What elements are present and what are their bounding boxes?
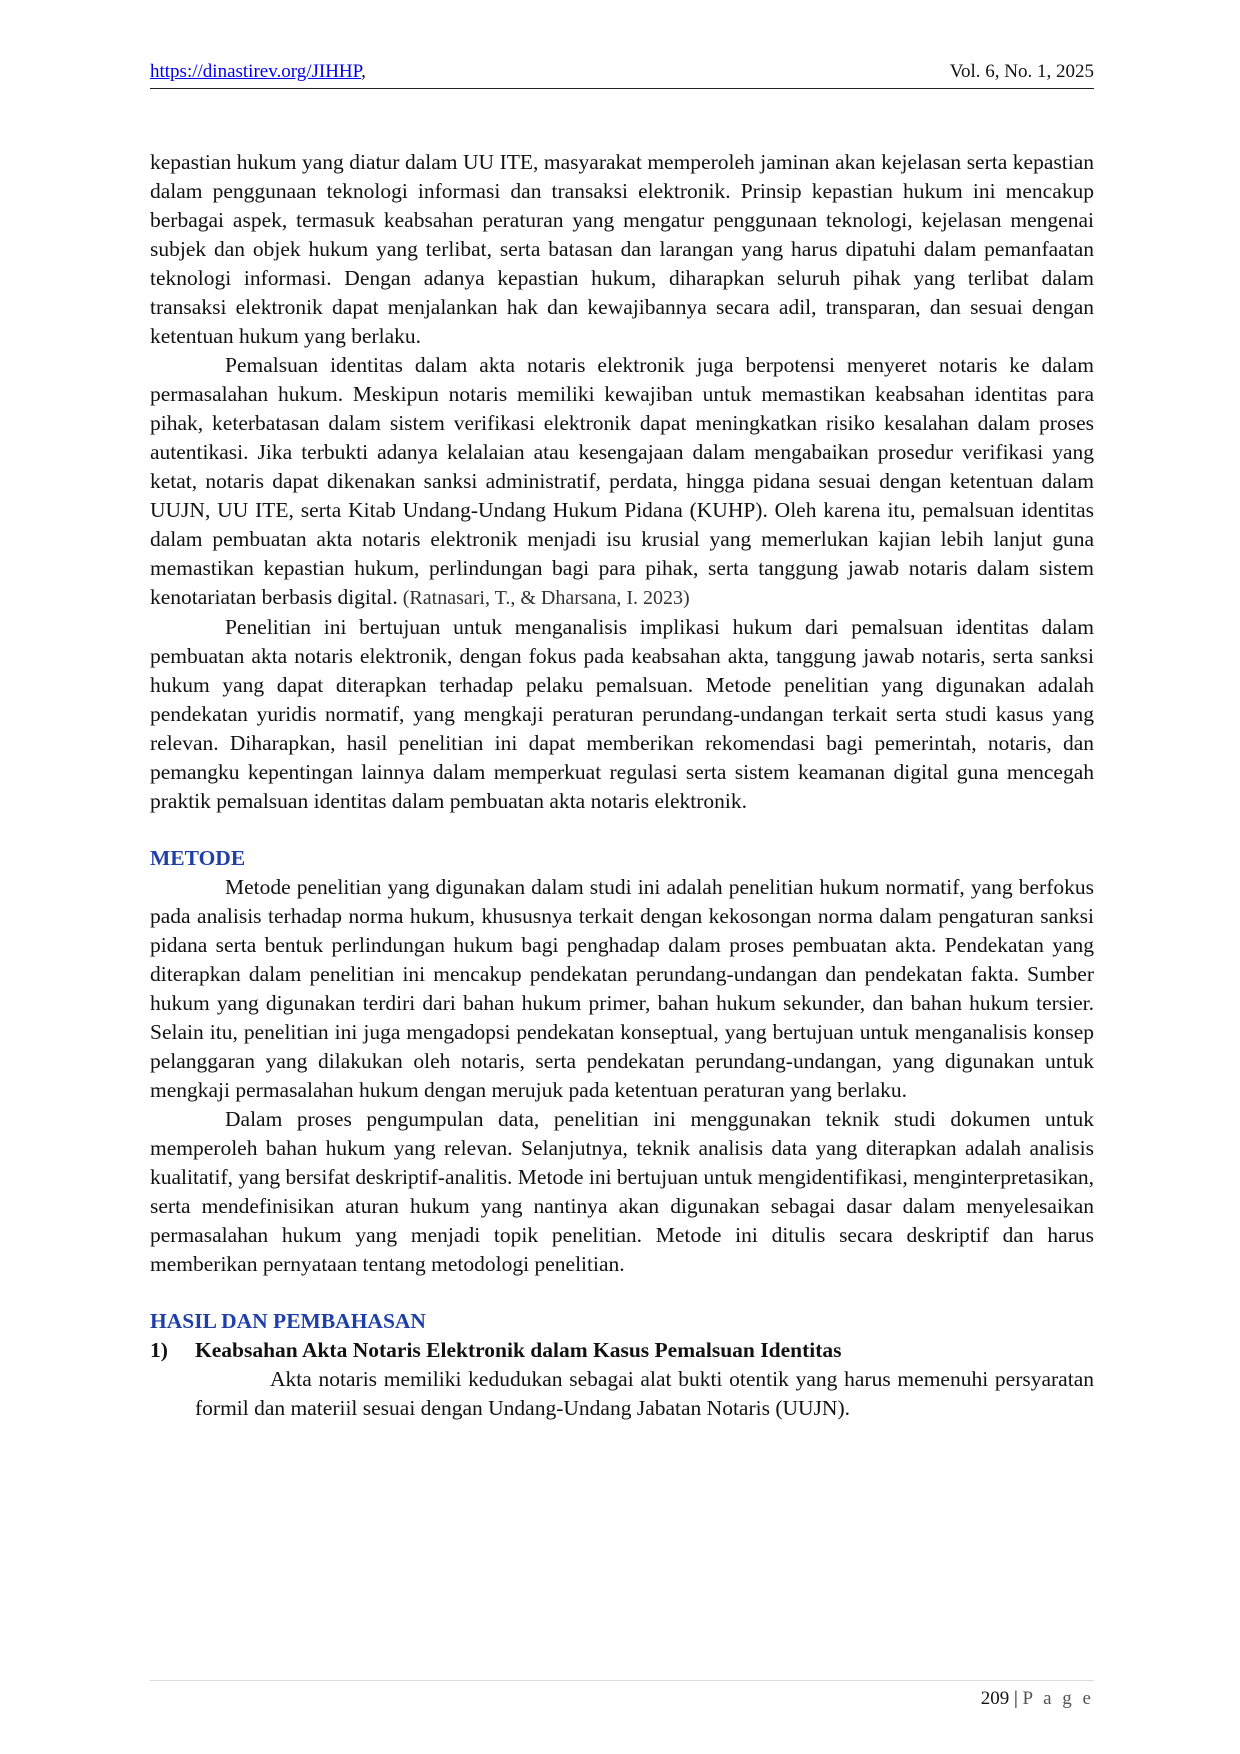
paragraph-metode-1: Metode penelitian yang digunakan dalam studi ini adalah penelitian hukum normatif, yang berfokus pada analisis terhadap norma hukum, khususnya terkait dengan kekosongan norma dalam pengaturan sanksi pidana serta bentuk perlindungan hukum bagi penghadap dalam proses pembuatan akta. Pendekatan yang diterapkan dalam penelitian ini mencakup pendekatan perundang-undangan dan pendekatan fakta. Sumber hukum yang digunakan terdiri dari bahan hukum primer, bahan hukum sekunder, dan bahan hukum tersier. Selain itu, penelitian ini juga mengadopsi pendekatan konseptual, yang bertujuan untuk menganalisis konsep pelanggaran yang dilakukan oleh notaris, serta pendekatan perundang-undangan, yang digunakan untuk mengkaji permasalahan hukum dengan merujuk pada ketentuan peraturan yang berlaku. [150, 875, 1094, 1102]
paragraph-intro-continued: kepastian hukum yang diatur dalam UU ITE, masyarakat memperoleh jaminan akan kejelasan serta kepastian dalam penggunaan teknologi informasi dan transaksi elektronik. Prinsip kepastian hukum ini mencakup berbagai aspek, termasuk keabsahan peraturan yang mengatur penggunaan teknologi, kejelasan mengenai subjek dan objek hukum yang terlibat, serta batasan dan larangan yang harus dipatuhi dalam pemanfaatan teknologi informasi. Dengan adanya kepastian hukum, diharapkan seluruh pihak yang terlibat dalam transaksi elektronik dapat menjalankan hak dan kewajibannya secara adil, transparan, dan sesuai dengan ketentuan hukum yang berlaku. [150, 150, 1094, 348]
page-label: P a g e [1022, 1688, 1094, 1709]
journal-url-line [150, 61, 366, 82]
paragraph-metode-2: Dalam proses pengumpulan data, penelitian ini menggunakan teknik studi dokumen untuk memperoleh bahan hukum yang relevan. Selanjutnya, teknik analisis data yang diterapkan adalah analisis kualitatif, yang bersifat deskriptif-analitis. Metode ini bertujuan untuk mengidentifikasi, menginterpretasikan, serta mendefinisikan aturan hukum yang nantinya akan digunakan sebagai dasar dalam menyelesaikan permasalahan hukum yang menjadi topik penelitian. Metode ini ditulis secara deskriptif dan harus memberikan pernyataan tentang metodologi penelitian. [150, 1107, 1094, 1276]
subsection-heading [150, 1336, 1094, 1365]
section-heading-metode: METODE [150, 846, 246, 870]
paragraph-pemalsuan [150, 351, 1094, 613]
subsection-title: Keabsahan Akta Notaris Elektronik dalam Kasus Pemalsuan Identitas [195, 1338, 842, 1362]
page-header [150, 62, 1094, 89]
footer-separator: | [1009, 1688, 1023, 1709]
footer-divider [150, 1680, 1094, 1681]
subsection-number: 1) [150, 1338, 168, 1362]
journal-url-suffix: , [361, 61, 366, 82]
article-body [150, 148, 1094, 1423]
section-heading-hasil: HASIL DAN PEMBAHASAN [150, 1309, 426, 1333]
page-footer [981, 1688, 1094, 1710]
page-number: 209 [980, 1688, 1010, 1709]
paragraph-penelitian: Penelitian ini bertujuan untuk menganalisis implikasi hukum dari pemalsuan identitas dalam pembuatan akta notaris elektronik, dengan fokus pada keabsahan akta, tanggung jawab notaris, serta sanksi hukum yang dapat diterapkan terhadap pelaku pemalsuan. Metode penelitian yang digunakan adalah pendekatan yuridis normatif, yang mengkaji peraturan perundang-undangan terkait serta studi kasus yang relevan. Diharapkan, hasil penelitian ini dapat memberikan rekomendasi bagi pemerintah, notaris, dan pemangku kepentingan lainnya dalam memperkuat regulasi serta sistem keamanan digital guna mencegah praktik pemalsuan identitas dalam pembuatan akta notaris elektronik. [150, 615, 1094, 813]
paragraph-hasil-1: Akta notaris memiliki kedudukan sebagai alat bukti otentik yang harus memenuhi persyaratan formil dan materiil sesuai dengan Undang-Undang Jabatan Notaris (UUJN). [195, 1367, 1094, 1420]
paragraph-pemalsuan-text: Pemalsuan identitas dalam akta notaris elektronik juga berpotensi menyeret notaris ke dalam permasalahan hukum. Meskipun notaris memiliki kewajiban untuk memastikan keabsahan identitas para pihak, keterbatasan dalam sistem verifikasi elektronik dapat meningkatkan risiko kesalahan dalam proses autentikasi. Jika terbukti adanya kelalaian atau kesengajaan dalam mengabaikan prosedur verifikasi yang ketat, notaris dapat dikenakan sanksi administratif, perdata, hingga pidana sesuai dengan ketentuan dalam UUJN, UU ITE, serta Kitab Undang-Undang Hukum Pidana (KUHP). Oleh karena itu, pemalsuan identitas dalam pembuatan akta notaris elektronik menjadi isu krusial yang memerlukan kajian lebih lanjut guna memastikan kepastian hukum, perlindungan bagi para pihak, serta tanggung jawab notaris dalam sistem kenotariatan berbasis digital. [150, 353, 1094, 609]
citation-ratnasari: (Ratnasari, T., & Dharsana, I. 2023) [397, 587, 690, 609]
volume-label: Vol. 6, No. 1, 2025 [949, 61, 1094, 82]
journal-url-link[interactable]: https://dinastirev.org/JIHHP [150, 61, 362, 82]
